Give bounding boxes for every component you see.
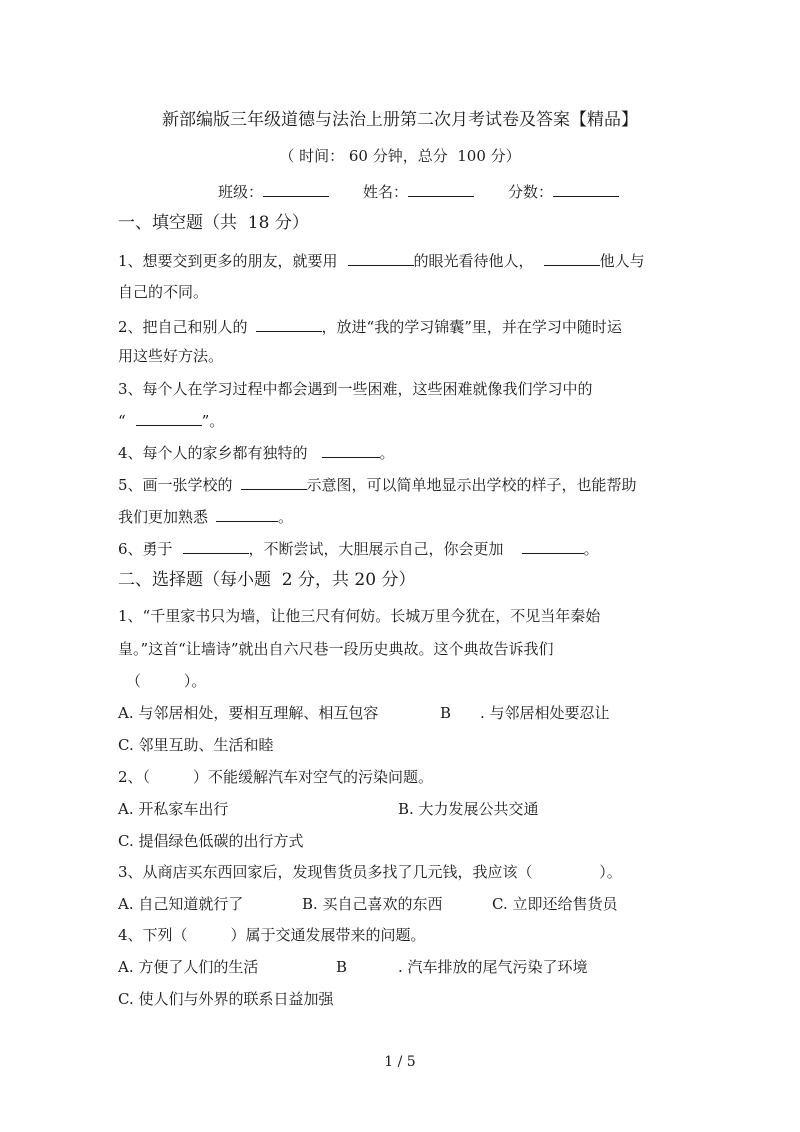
question-1-5-cont: [118, 506, 293, 527]
answer-blank: [322, 442, 380, 458]
name-blank: [408, 181, 474, 197]
option-2-1-b: . 与邻居相处要忍让: [480, 704, 610, 722]
question-text: “: [118, 412, 126, 430]
student-info: [218, 181, 619, 202]
question-text: 。: [583, 540, 599, 558]
question-text: ，不断尝试，大胆展示自己，你会更加: [248, 540, 504, 558]
option-2-1-c: C. 邻里互助、生活和睦: [118, 736, 274, 754]
page-title: 新部编版三年级道德与法治上册第二次月考试卷及答案【精品】: [162, 110, 638, 130]
question-text: 示意图，可以简单地显示出学校的样子，也能帮助: [306, 476, 637, 494]
answer-blank: [256, 316, 322, 332]
option-2-1-a: A. 与邻居相处，要相互理解、相互包容: [118, 704, 379, 722]
option-2-2-a: A. 开私家车出行: [118, 800, 229, 818]
question-1-4: [118, 442, 395, 463]
option-2-4-b-letter: B: [336, 958, 348, 976]
question-text: 6、勇于: [118, 540, 173, 558]
option-2-2-c: C. 提倡绿色低碳的出行方式: [118, 832, 304, 850]
section-1-title: 一、填空题（共 18 分）: [118, 213, 309, 233]
question-text: 5、画一张学校的: [118, 476, 233, 494]
name-label: 姓名：: [363, 183, 409, 201]
question-2-1: 1、“千里家书只为墙，让他三尺有何妨。长城万里今犹在，不见当年秦始: [118, 607, 601, 625]
question-text: 的眼光看待他人，: [413, 252, 534, 270]
option-2-4-c: C. 使人们与外界的联系日益加强: [118, 990, 334, 1008]
page-number: 1 / 5: [384, 1054, 416, 1070]
option-2-2-b: B. 大力发展公共交通: [398, 800, 539, 818]
section-2-title: 二、选择题（每小题 2 分，共 20 分）: [118, 570, 416, 590]
exam-info: （ 时间： 60 分钟，总分 100 分）: [279, 147, 521, 165]
question-text: 1、想要交到更多的朋友，就要用: [118, 252, 338, 270]
question-text: 4、每个人的家乡都有独特的: [118, 444, 308, 462]
question-1-1-cont: 自己的不同。: [118, 283, 209, 301]
option-2-3-c: C. 立即还给售货员: [492, 895, 618, 913]
class-blank: [263, 181, 329, 197]
answer-blank: [241, 474, 307, 490]
question-text: ，放进“我的学习锦囊”里，并在学习中随时运: [321, 318, 622, 336]
score-blank: [553, 181, 619, 197]
answer-blank: [522, 538, 584, 554]
question-1-2-cont: 用这些好方法。: [118, 347, 224, 365]
answer-blank: [216, 506, 278, 522]
answer-blank: [136, 410, 202, 426]
score-label: 分数：: [508, 183, 554, 201]
question-1-6: [118, 538, 599, 559]
question-2-1-paren: （ ）。: [126, 672, 207, 690]
question-1-3: 3、每个人在学习过程中都会遇到一些困难，这些困难就像我们学习中的: [118, 380, 593, 398]
option-2-3-b: B. 买自己喜欢的东西: [302, 895, 443, 913]
class-label: 班级：: [218, 183, 264, 201]
answer-blank: [183, 538, 249, 554]
option-2-4-b: . 汽车排放的尾气污染了环境: [398, 958, 588, 976]
answer-blank: [348, 250, 414, 266]
question-1-3-cont: [118, 410, 224, 431]
option-2-4-a: A. 方便了人们的生活: [118, 958, 259, 976]
option-2-3-a: A. 自己知道就行了: [118, 895, 244, 913]
question-text: 他人与: [599, 252, 645, 270]
question-text: 2、把自己和别人的: [118, 318, 248, 336]
question-1-1: [118, 250, 645, 271]
question-text: 我们更加熟悉: [118, 508, 209, 526]
question-1-2: [118, 316, 622, 337]
question-text: ”。: [201, 412, 225, 430]
question-text: 。: [379, 444, 395, 462]
question-2-4: 4、下列（ ）属于交通发展带来的问题。: [118, 926, 426, 944]
question-2-2: 2、（ ）不能缓解汽车对空气的污染问题。: [118, 768, 433, 786]
question-2-3: 3、从商店买东西回家后，发现售货员多找了几元钱，我应该（ ）。: [118, 863, 622, 881]
question-1-5: [118, 474, 637, 495]
answer-blank: [544, 250, 600, 266]
question-2-1-cont: 皇。”这首“让墙诗”就出自六尺巷一段历史典故。这个典故告诉我们: [118, 640, 554, 658]
option-2-1-b-letter: B: [440, 704, 452, 722]
question-text: 。: [278, 508, 294, 526]
